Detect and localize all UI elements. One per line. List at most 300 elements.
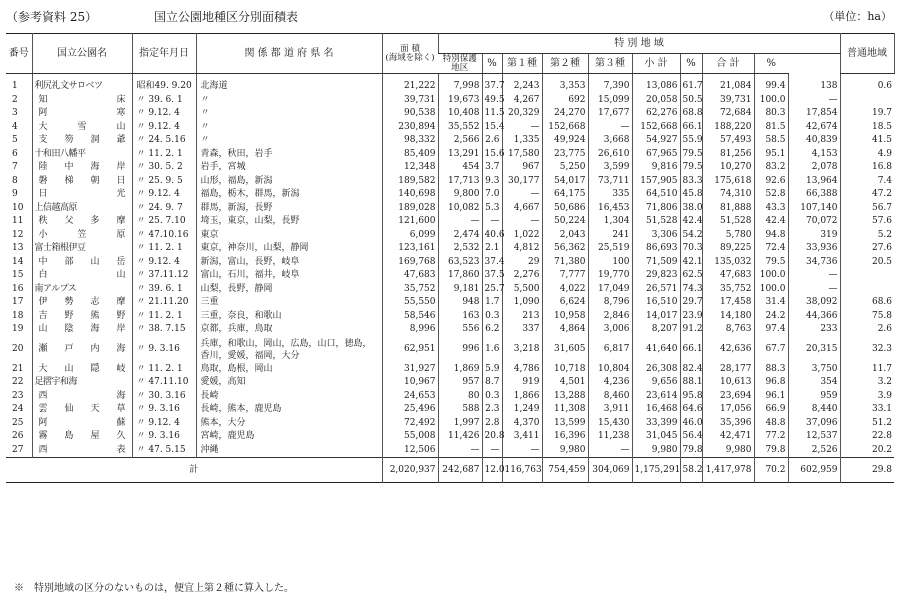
cell-park-name: 中 部 山 岳 — [32, 256, 132, 270]
cell-park-name: 大 雪 山 — [32, 121, 132, 135]
cell-class2: 2,043 — [542, 229, 588, 243]
cell-class3: 16,453 — [588, 202, 632, 216]
national-park-area-table — [6, 33, 894, 483]
cell-ordinary-pct: 57.6 — [840, 215, 894, 229]
cell-total: 47,683 — [702, 269, 754, 283]
cell-subtotal-pct: 79.8 — [680, 444, 702, 458]
cell-total: 42,471 — [702, 430, 754, 444]
total-cell-c3: 304,069 — [588, 458, 632, 483]
cell-ordinary: 959 — [788, 390, 840, 404]
cell-row-number: 6 — [12, 148, 18, 159]
cell-special-protection: 35,552 — [438, 121, 482, 135]
cell-ordinary-pct: 11.7 — [840, 363, 894, 377]
cell-subtotal-pct: 56.4 — [680, 430, 702, 444]
cell-class3: 335 — [588, 188, 632, 202]
cell-ordinary: 233 — [788, 323, 840, 337]
cell-designation-date: 〃 9.12. 4 — [132, 188, 196, 202]
cell-total: 8,763 — [702, 323, 754, 337]
cell-area: 189,582 — [382, 175, 438, 189]
total-cell-area: 2,020,937 — [382, 458, 438, 483]
cell-subtotal: 14,017 — [632, 310, 680, 324]
cell-total: 5,780 — [702, 229, 754, 243]
cell-subtotal: 23,614 — [632, 390, 680, 404]
cell-park-name: 利尻礼文サロベツ — [32, 80, 132, 94]
table-row — [6, 444, 894, 458]
cell-class3: — — [588, 121, 632, 135]
cell-special-protection: 2,532 — [438, 242, 482, 256]
total-cell-p4: 29.8 — [840, 458, 894, 483]
cell-subtotal-pct: 66.1 — [680, 121, 702, 135]
table-row — [6, 269, 894, 283]
cell-subtotal-pct: 64.6 — [680, 403, 702, 417]
cell-area: 98,332 — [382, 134, 438, 148]
cell-class2: 692 — [542, 94, 588, 108]
cell-prefectures: 〃 — [196, 134, 382, 148]
cell-ordinary: 2,526 — [788, 444, 840, 458]
cell-park-name: 白 山 — [32, 269, 132, 283]
cell-class3: 19,770 — [588, 269, 632, 283]
cell-special-protection: — — [438, 215, 482, 229]
cell-class2: 4,501 — [542, 376, 588, 390]
col-subtotal: 小 計 — [632, 54, 680, 74]
cell-area: 8,996 — [382, 323, 438, 337]
cell-designation-date: 昭和49. 9.20 — [132, 80, 196, 94]
cell-class1: 30,177 — [502, 175, 542, 189]
table-row — [6, 161, 894, 175]
cell-prefectures: 鳥取，島根，岡山 — [196, 363, 382, 377]
cell-prefectures: 新潟，富山，長野，岐阜 — [196, 256, 382, 270]
cell-special-protection: 556 — [438, 323, 482, 337]
cell-prefectures: 東京 — [196, 229, 382, 243]
cell-subtotal-pct: 50.5 — [680, 94, 702, 108]
cell-class1: 1,022 — [502, 229, 542, 243]
cell-area: 39,731 — [382, 94, 438, 108]
cell-row-number: 1 — [12, 81, 18, 92]
cell-area: 90,538 — [382, 107, 438, 121]
cell-park-name: 大 山 隠 岐 — [32, 363, 132, 377]
cell-park-name: 知 床 — [32, 94, 132, 108]
cell-total: 57,493 — [702, 134, 754, 148]
table-body — [6, 74, 894, 483]
cell-class2: 64,175 — [542, 188, 588, 202]
cell-designation-date: 〃 9. 3.16 — [132, 337, 196, 363]
cell-class2: 7,777 — [542, 269, 588, 283]
cell-designation-date: 〃 9.12. 4 — [132, 121, 196, 135]
cell-class2: 23,775 — [542, 148, 588, 162]
cell-designation-date: 〃 11. 2. 1 — [132, 242, 196, 256]
table-row — [6, 417, 894, 431]
cell-park-name: 陸 中 海 岸 — [32, 161, 132, 175]
cell-total-pct: 72.4 — [754, 242, 788, 256]
col-protection-pct: % — [482, 54, 502, 74]
cell-area: 6,099 — [382, 229, 438, 243]
cell-class1: 1,090 — [502, 296, 542, 310]
cell-total: 39,731 — [702, 94, 754, 108]
cell-total: 81,256 — [702, 148, 754, 162]
cell-park-name: 吉 野 熊 野 — [32, 310, 132, 324]
cell-special-protection: 63,523 — [438, 256, 482, 270]
cell-area: 85,409 — [382, 148, 438, 162]
cell-protection-pct: 20.8 — [482, 430, 502, 444]
cell-ordinary: 13,964 — [788, 175, 840, 189]
cell-designation-date: 〃 47.11.10 — [132, 376, 196, 390]
table-row — [6, 376, 894, 390]
table-row — [6, 175, 894, 189]
cell-total-pct: 94.8 — [754, 229, 788, 243]
cell-prefectures: 沖縄 — [196, 444, 382, 458]
cell-subtotal: 26,308 — [632, 363, 680, 377]
cell-designation-date: 〃 11. 2. 1 — [132, 363, 196, 377]
cell-subtotal-pct: 95.8 — [680, 390, 702, 404]
cell-class3: 4,236 — [588, 376, 632, 390]
table-row — [6, 242, 894, 256]
cell-designation-date: 〃 11. 2. 1 — [132, 148, 196, 162]
cell-ordinary-pct: 5.2 — [840, 229, 894, 243]
cell-ordinary: 40,839 — [788, 134, 840, 148]
cell-subtotal: 3,306 — [632, 229, 680, 243]
table-row — [6, 430, 894, 444]
cell-class1: 2,276 — [502, 269, 542, 283]
cell-total-pct: 99.4 — [754, 80, 788, 94]
cell-subtotal-pct: 79.5 — [680, 161, 702, 175]
cell-total-pct: 92.6 — [754, 175, 788, 189]
cell-protection-pct: 2.1 — [482, 242, 502, 256]
cell-class1: 919 — [502, 376, 542, 390]
cell-class1: 967 — [502, 161, 542, 175]
cell-protection-pct: 7.0 — [482, 188, 502, 202]
cell-class1: 4,812 — [502, 242, 542, 256]
cell-total-pct: 81.5 — [754, 121, 788, 135]
cell-row-number: 21 — [12, 363, 24, 374]
cell-row-number: 23 — [12, 390, 24, 401]
cell-class3: 6,817 — [588, 337, 632, 363]
table-row — [6, 121, 894, 135]
cell-subtotal: 62,276 — [632, 107, 680, 121]
cell-special-protection: 17,713 — [438, 175, 482, 189]
cell-ordinary-pct: 4.9 — [840, 148, 894, 162]
cell-ordinary: 319 — [788, 229, 840, 243]
cell-ordinary: — — [788, 94, 840, 108]
cell-designation-date: 〃 11. 2. 1 — [132, 310, 196, 324]
cell-class3: 10,804 — [588, 363, 632, 377]
cell-row-number: 9 — [12, 189, 18, 200]
table-row — [6, 337, 894, 363]
cell-ordinary-pct: 27.6 — [840, 242, 894, 256]
cell-class2: 4,864 — [542, 323, 588, 337]
cell-subtotal-pct: 82.4 — [680, 363, 702, 377]
cell-ordinary: 20,315 — [788, 337, 840, 363]
cell-class1: 4,786 — [502, 363, 542, 377]
cell-total: 9,980 — [702, 444, 754, 458]
cell-special-protection: 9,800 — [438, 188, 482, 202]
cell-class3: 3,599 — [588, 161, 632, 175]
cell-class3: 3,006 — [588, 323, 632, 337]
cell-protection-pct: 40.6 — [482, 229, 502, 243]
table-row — [6, 229, 894, 243]
cell-area: 24,653 — [382, 390, 438, 404]
col-park-name: 国立公園名 — [32, 34, 132, 74]
cell-designation-date: 〃 39. 6. 1 — [132, 94, 196, 108]
cell-class1: — — [502, 215, 542, 229]
cell-class3: 26,610 — [588, 148, 632, 162]
cell-class3: 17,677 — [588, 107, 632, 121]
cell-subtotal: 20,058 — [632, 94, 680, 108]
cell-row-number: 10 — [12, 202, 24, 213]
cell-total-pct: 77.2 — [754, 430, 788, 444]
table-row — [6, 363, 894, 377]
cell-class3: 2,846 — [588, 310, 632, 324]
cell-subtotal: 71,806 — [632, 202, 680, 216]
cell-row-number: 26 — [12, 431, 24, 442]
cell-total-pct: 42.4 — [754, 215, 788, 229]
cell-total-pct: 100.0 — [754, 94, 788, 108]
cell-park-name: 西 表 — [32, 444, 132, 458]
cell-area: 25,496 — [382, 403, 438, 417]
cell-park-name: 富士箱根伊豆 — [32, 242, 132, 256]
cell-class2: 54,017 — [542, 175, 588, 189]
cell-designation-date: 〃 9. 3.16 — [132, 403, 196, 417]
cell-prefectures: 富山，石川，福井，岐阜 — [196, 269, 382, 283]
cell-subtotal: 26,571 — [632, 283, 680, 297]
cell-class2: 11,308 — [542, 403, 588, 417]
cell-ordinary-pct: 19.7 — [840, 107, 894, 121]
cell-class2: 10,958 — [542, 310, 588, 324]
cell-subtotal: 157,905 — [632, 175, 680, 189]
cell-class2: 71,380 — [542, 256, 588, 270]
cell-subtotal-pct: 79.5 — [680, 148, 702, 162]
cell-protection-pct: 8.7 — [482, 376, 502, 390]
cell-prefectures: 岩手，宮城 — [196, 161, 382, 175]
col-no: 番号 — [6, 34, 32, 74]
cell-subtotal-pct: 23.9 — [680, 310, 702, 324]
cell-row-number: 27 — [12, 444, 24, 455]
cell-class1: 2,243 — [502, 80, 542, 94]
cell-special-protection: — — [438, 444, 482, 458]
col-prefectures: 関 係 都 道 府 県 名 — [196, 34, 382, 74]
table-row — [6, 323, 894, 337]
cell-total: 188,220 — [702, 121, 754, 135]
cell-prefectures: 〃 — [196, 107, 382, 121]
table-row — [6, 107, 894, 121]
table-header — [6, 34, 894, 74]
cell-ordinary-pct: 16.8 — [840, 161, 894, 175]
cell-total-pct: 80.3 — [754, 107, 788, 121]
cell-class2: 13,288 — [542, 390, 588, 404]
cell-total-pct: 66.9 — [754, 403, 788, 417]
cell-total-pct: 79.8 — [754, 444, 788, 458]
cell-designation-date: 〃 47. 5.15 — [132, 444, 196, 458]
cell-total-pct: 31.4 — [754, 296, 788, 310]
cell-designation-date: 〃 9.12. 4 — [132, 107, 196, 121]
cell-ordinary: 3,750 — [788, 363, 840, 377]
cell-class3: 25,519 — [588, 242, 632, 256]
cell-ordinary-pct: 68.6 — [840, 296, 894, 310]
cell-class3: 8,460 — [588, 390, 632, 404]
cell-class1: 20,329 — [502, 107, 542, 121]
cell-subtotal-pct: 91.2 — [680, 323, 702, 337]
cell-ordinary: 354 — [788, 376, 840, 390]
cell-designation-date: 〃 24. 5.16 — [132, 134, 196, 148]
cell-protection-pct: 25.7 — [482, 283, 502, 297]
cell-total: 72,684 — [702, 107, 754, 121]
cell-ordinary-pct — [840, 283, 894, 297]
footnote: ※ 特別地域の区分のないものは，便宜上第２種に算入した。 — [14, 583, 294, 594]
cell-park-name: 阿 寒 — [32, 107, 132, 121]
cell-ordinary-pct: 56.7 — [840, 202, 894, 216]
cell-class2: 9,980 — [542, 444, 588, 458]
cell-ordinary-pct — [840, 269, 894, 283]
cell-ordinary-pct — [840, 94, 894, 108]
cell-class3: 15,099 — [588, 94, 632, 108]
cell-prefectures: 長崎，熊本，鹿児島 — [196, 403, 382, 417]
cell-ordinary: 42,674 — [788, 121, 840, 135]
cell-total-pct: 58.5 — [754, 134, 788, 148]
cell-class1: 1,866 — [502, 390, 542, 404]
cell-subtotal-pct: 29.7 — [680, 296, 702, 310]
total-label: 計 — [6, 458, 382, 483]
table-row — [6, 310, 894, 324]
table-row — [6, 94, 894, 108]
cell-total: 21,084 — [702, 80, 754, 94]
cell-park-name: 足摺宇和海 — [32, 376, 132, 390]
cell-class3: 100 — [588, 256, 632, 270]
cell-total: 74,310 — [702, 188, 754, 202]
cell-class1: 3,411 — [502, 430, 542, 444]
cell-prefectures: 埼玉，東京，山梨，長野 — [196, 215, 382, 229]
cell-class1: 3,218 — [502, 337, 542, 363]
cell-designation-date: 〃 47.10.16 — [132, 229, 196, 243]
cell-protection-pct: 2.8 — [482, 417, 502, 431]
cell-designation-date: 〃 25. 7.10 — [132, 215, 196, 229]
cell-row-number: 2 — [12, 94, 18, 105]
reference-label: （参考資料 25） — [6, 10, 98, 24]
cell-subtotal: 13,086 — [632, 80, 680, 94]
cell-total-pct: 100.0 — [754, 269, 788, 283]
cell-ordinary: — — [788, 269, 840, 283]
cell-row-number: 18 — [12, 310, 24, 321]
cell-park-name: 秩 父 多 摩 — [32, 215, 132, 229]
cell-subtotal: 9,816 — [632, 161, 680, 175]
cell-total-pct: 83.2 — [754, 161, 788, 175]
cell-protection-pct: 49.5 — [482, 94, 502, 108]
cell-special-protection: 2,566 — [438, 134, 482, 148]
cell-total-pct: 52.8 — [754, 188, 788, 202]
cell-row-number: 5 — [12, 135, 18, 146]
cell-subtotal-pct: 66.1 — [680, 337, 702, 363]
col-total: 合 計 — [702, 54, 754, 74]
cell-designation-date: 〃 25. 9. 5 — [132, 175, 196, 189]
cell-class2: 56,362 — [542, 242, 588, 256]
cell-class3: 8,796 — [588, 296, 632, 310]
cell-special-protection: 1,869 — [438, 363, 482, 377]
col-date: 指定年月日 — [132, 34, 196, 74]
cell-area: 58,546 — [382, 310, 438, 324]
cell-ordinary: 37,096 — [788, 417, 840, 431]
cell-designation-date: 〃 30. 3.16 — [132, 390, 196, 404]
cell-prefectures: 愛媛，高知 — [196, 376, 382, 390]
cell-total-pct: 79.5 — [754, 256, 788, 270]
document-header — [6, 6, 894, 26]
cell-total-pct: 95.1 — [754, 148, 788, 162]
cell-class3: 17,049 — [588, 283, 632, 297]
table-row — [6, 283, 894, 297]
total-cell-p1: 12.0 — [482, 458, 502, 483]
cell-area: 140,698 — [382, 188, 438, 202]
cell-subtotal: 71,509 — [632, 256, 680, 270]
cell-ordinary: 66,388 — [788, 188, 840, 202]
cell-subtotal-pct: 42.1 — [680, 256, 702, 270]
cell-subtotal: 64,510 — [632, 188, 680, 202]
cell-total-pct: 100.0 — [754, 283, 788, 297]
cell-class1: 1,249 — [502, 403, 542, 417]
cell-class3: 11,238 — [588, 430, 632, 444]
cell-protection-pct: 0.3 — [482, 390, 502, 404]
cell-total-pct: 96.8 — [754, 376, 788, 390]
cell-subtotal-pct: 54.2 — [680, 229, 702, 243]
cell-total-pct: 88.3 — [754, 363, 788, 377]
cell-special-protection: 10,082 — [438, 202, 482, 216]
cell-designation-date: 〃 21.11.20 — [132, 296, 196, 310]
cell-ordinary-pct: 2.6 — [840, 323, 894, 337]
cell-prefectures: 山形，福島，新潟 — [196, 175, 382, 189]
cell-class1: 4,667 — [502, 202, 542, 216]
cell-class2: 3,353 — [542, 80, 588, 94]
cell-ordinary: 70,072 — [788, 215, 840, 229]
cell-special-protection: 948 — [438, 296, 482, 310]
cell-class2: 31,605 — [542, 337, 588, 363]
cell-area: 123,161 — [382, 242, 438, 256]
cell-total-pct: 24.2 — [754, 310, 788, 324]
cell-park-name: 雲 仙 天 草 — [32, 403, 132, 417]
cell-special-protection: 996 — [438, 337, 482, 363]
cell-area: 230,894 — [382, 121, 438, 135]
cell-total: 14,180 — [702, 310, 754, 324]
cell-prefectures: 東京，神奈川，山梨，静岡 — [196, 242, 382, 256]
cell-subtotal-pct: 45.8 — [680, 188, 702, 202]
total-cell-protect: 242,687 — [438, 458, 482, 483]
cell-total: 135,032 — [702, 256, 754, 270]
cell-special-protection: 2,474 — [438, 229, 482, 243]
cell-class1: 337 — [502, 323, 542, 337]
cell-prefectures: 長崎 — [196, 390, 382, 404]
cell-ordinary: 17,854 — [788, 107, 840, 121]
cell-total: 51,528 — [702, 215, 754, 229]
cell-park-name: 南アルプス — [32, 283, 132, 297]
cell-ordinary-pct: 3.9 — [840, 390, 894, 404]
cell-subtotal-pct: 70.3 — [680, 242, 702, 256]
total-cell-ord: 602,959 — [788, 458, 840, 483]
cell-class1: — — [502, 121, 542, 135]
cell-area: 121,600 — [382, 215, 438, 229]
cell-total-pct: 96.1 — [754, 390, 788, 404]
unit-label: （単位：ha） — [823, 10, 892, 23]
page-title: 国立公園地種区分別面積表 — [154, 10, 299, 24]
col-area-label: 面 積 — [400, 43, 420, 54]
cell-row-number: 3 — [12, 108, 18, 119]
cell-class2: 49,924 — [542, 134, 588, 148]
cell-special-protection: 9,181 — [438, 283, 482, 297]
cell-row-number: 25 — [12, 417, 24, 428]
cell-designation-date: 〃 9.12. 4 — [132, 417, 196, 431]
cell-total: 28,177 — [702, 363, 754, 377]
col-area — [382, 34, 438, 74]
cell-subtotal: 8,207 — [632, 323, 680, 337]
cell-total: 81,888 — [702, 202, 754, 216]
total-row — [6, 458, 894, 483]
cell-subtotal: 31,045 — [632, 430, 680, 444]
table-row — [6, 296, 894, 310]
cell-park-name: 西 海 — [32, 390, 132, 404]
